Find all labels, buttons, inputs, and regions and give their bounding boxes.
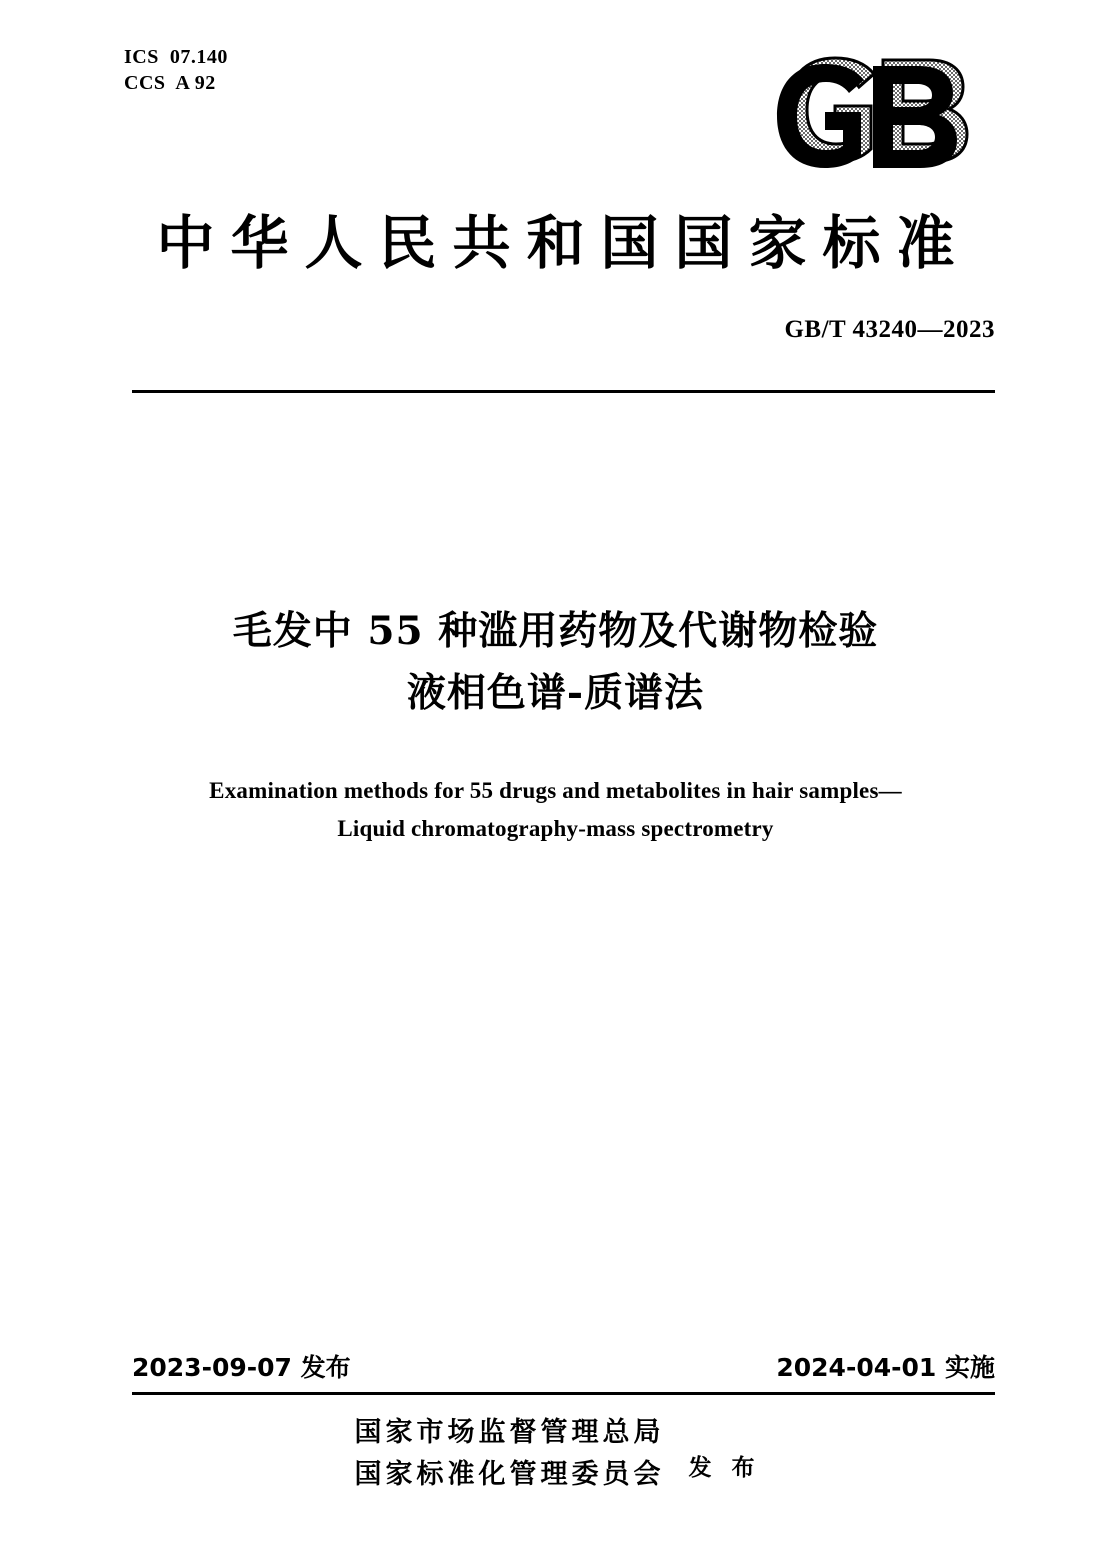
issuing-authority-line1: 国家市场监督管理总局	[354, 1417, 665, 1448]
document-title-english-line1: Examination methods for 55 drugs and metabolites in hair samples—	[209, 778, 902, 803]
gb-logo-icon	[763, 52, 993, 172]
ics-code: ICS 07.140	[124, 46, 228, 68]
standard-number: GB/T 43240—2023	[784, 316, 995, 343]
document-title-english	[0, 772, 1111, 848]
issuing-authority-line2: 国家标准化管理委员会	[354, 1459, 665, 1490]
publish-date: 2023-09-07 发布	[132, 1353, 351, 1382]
footer-divider	[132, 1392, 995, 1395]
issuing-authority-names	[350, 1412, 664, 1496]
header-divider	[132, 390, 995, 393]
document-title-chinese-line2: 液相色谱-质谱法	[406, 670, 705, 716]
implementation-date: 2024-04-01 实施	[776, 1353, 995, 1382]
document-title-chinese-line1: 毛发中 55 种滥用药物及代谢物检验	[232, 608, 879, 654]
ccs-code: CCS A 92	[124, 72, 216, 94]
issuing-authority-block	[0, 1412, 1111, 1496]
ics-ccs-block	[124, 44, 228, 96]
national-standard-title: 中华人民共和国国家标准	[156, 209, 971, 277]
issuing-verb: 发 布	[688, 1453, 761, 1481]
document-title-english-line2: Liquid chromatography-mass spectrometry	[337, 816, 774, 841]
dates-row	[132, 1348, 995, 1382]
document-title-chinese	[0, 600, 1111, 724]
